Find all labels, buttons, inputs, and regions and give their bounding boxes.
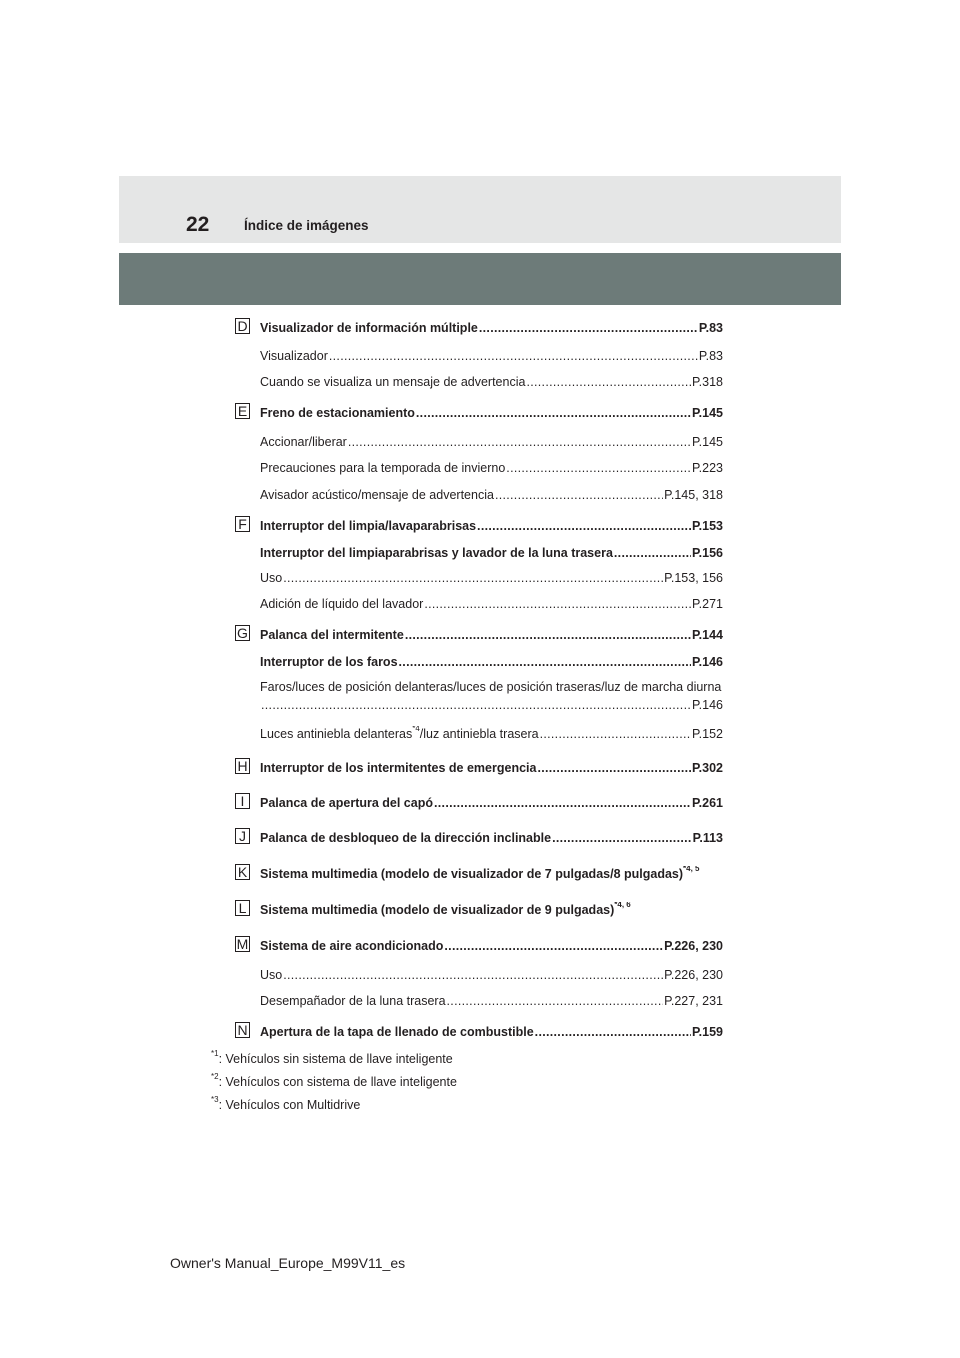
section-banner <box>119 253 841 305</box>
leader-dots <box>399 654 691 670</box>
entry-label: Palanca del intermitente <box>260 628 404 642</box>
entry-text <box>260 866 700 882</box>
entry-label: Palanca de apertura del capó <box>260 796 433 810</box>
entry-label: Adición de líquido del lavador <box>260 597 424 611</box>
entry-label: Interruptor de los intermitentes de emergencia <box>260 761 537 775</box>
leader-dots <box>434 795 691 811</box>
entry-text <box>260 374 525 390</box>
page-reference: P.113 <box>692 831 723 845</box>
section-letter-i: I <box>235 793 250 809</box>
footnote-mark: *1 <box>211 1048 219 1058</box>
leader-dots <box>537 760 690 776</box>
section-letter-k: K <box>235 864 250 880</box>
entry-label: Sistema multimedia (modelo de visualizador de 7 pulgadas/8 pulgadas) <box>260 867 684 881</box>
page-reference: P.83 <box>698 321 723 335</box>
entry-text <box>260 902 631 918</box>
page-reference: P.318 <box>691 375 723 389</box>
index-heading <box>260 518 723 534</box>
page-reference: P.153, 156 <box>664 571 723 585</box>
leader-dots <box>495 487 663 503</box>
page-reference: P.271 <box>691 597 723 611</box>
section-letter-f: F <box>235 516 250 532</box>
entry-text <box>260 596 423 612</box>
section-letter-h: H <box>235 758 250 774</box>
leader-dots <box>416 405 691 421</box>
index-entry <box>260 967 723 983</box>
section-title: Índice de imágenes <box>244 218 369 233</box>
leader-dots <box>526 374 690 390</box>
section-letter-l: L <box>235 900 250 916</box>
entry-label: Uso <box>260 968 283 982</box>
leader-dots <box>283 570 663 586</box>
index-heading <box>260 866 723 882</box>
entry-label: Palanca de desbloqueo de la dirección inclinable <box>260 831 552 845</box>
index-heading <box>260 902 723 918</box>
page-reference: P.145 <box>691 435 723 449</box>
entry-text <box>260 460 505 476</box>
footnote-mark: *2 <box>211 1071 219 1081</box>
entry-label: Sistema de aire acondicionado <box>260 939 444 953</box>
section-letter-m: M <box>236 936 249 952</box>
entry-label-cont: /luz antiniebla trasera <box>419 727 539 741</box>
leader-dots <box>329 348 698 364</box>
leader-dots <box>535 1024 691 1040</box>
entry-label: Avisador acústico/mensaje de advertencia <box>260 488 494 502</box>
index-heading <box>260 795 723 811</box>
entry-label: Precauciones para la temporada de invierno <box>260 461 506 475</box>
entry-label: Sistema multimedia (modelo de visualizador de 9 pulgadas) <box>260 903 615 917</box>
entry-text <box>260 1024 534 1040</box>
index-heading <box>260 830 723 846</box>
entry-label: Interruptor del limpiaparabrisas y lavador de la luna trasera <box>260 546 613 560</box>
index-entry <box>260 460 723 476</box>
index-heading <box>260 654 723 670</box>
page-reference: P.146 <box>691 655 723 669</box>
entry-label: Uso <box>260 571 283 585</box>
section-letter-j: J <box>235 828 250 844</box>
section-letter-e: E <box>235 403 250 419</box>
index-heading <box>260 938 723 954</box>
leader-dots <box>614 545 691 561</box>
entry-text: Faros/luces de posición delanteras/luces de posición traseras/luz de marcha diurna <box>260 680 722 694</box>
entry-text <box>260 434 347 450</box>
footnote-text: : Vehículos con Multidrive <box>218 1098 361 1112</box>
page-reference: P.83 <box>698 349 723 363</box>
page-reference: P.223 <box>691 461 723 475</box>
index-entry <box>260 374 723 390</box>
index-heading <box>260 627 723 643</box>
index-heading <box>260 760 723 776</box>
leader-dots <box>479 320 698 336</box>
entry-text <box>260 545 613 561</box>
section-letter-d: D <box>235 318 250 334</box>
page-reference: P.226, 230 <box>664 939 723 953</box>
page-number: 22 <box>186 213 210 236</box>
index-heading <box>260 1024 723 1040</box>
entry-text <box>260 654 398 670</box>
leader-dots <box>424 596 691 612</box>
page-reference: P.156 <box>691 546 723 560</box>
page-reference: P.145 <box>691 406 723 420</box>
index-heading <box>260 320 723 336</box>
leader-dots <box>348 434 691 450</box>
index-entry <box>260 570 723 586</box>
index-entry <box>260 596 723 612</box>
entry-text <box>260 627 404 643</box>
index-entry <box>260 487 723 503</box>
entry-label: Luces antiniebla delanteras <box>260 727 413 741</box>
footnote-ref: *4, 5 <box>683 866 700 873</box>
entry-text <box>260 405 415 421</box>
page-reference: P.261 <box>691 796 723 810</box>
entry-label: Visualizador <box>260 349 328 363</box>
index-entry <box>260 697 723 713</box>
entry-label: Accionar/liberar <box>260 435 347 449</box>
footnote <box>211 1071 457 1090</box>
page-reference: P.226, 230 <box>664 968 723 982</box>
index-entry <box>260 726 723 742</box>
footnote-ref: *4 <box>412 726 420 733</box>
entry-text <box>260 938 443 954</box>
index-heading <box>260 405 723 421</box>
leader-dots <box>477 518 691 534</box>
page-reference: P.152 <box>691 727 723 741</box>
page-reference: P.145, 318 <box>664 488 723 502</box>
footnote-mark: *3 <box>211 1094 219 1104</box>
leader-dots <box>261 697 691 713</box>
index-entry <box>260 993 723 1009</box>
entry-text <box>260 993 446 1009</box>
entry-text <box>260 518 476 534</box>
index-heading <box>260 545 723 561</box>
leader-dots <box>283 967 663 983</box>
entry-text <box>260 795 433 811</box>
entry-label: Apertura de la tapa de llenado de combustible <box>260 1025 534 1039</box>
entry-label: Desempañador de la luna trasera <box>260 994 446 1008</box>
entry-text <box>260 348 328 364</box>
section-letter-g: G <box>235 625 250 641</box>
entry-text <box>260 570 282 586</box>
entry-label: Freno de estacionamiento <box>260 406 415 420</box>
page-reference: P.153 <box>691 519 723 533</box>
footnote-text: : Vehículos con sistema de llave inteligente <box>218 1075 457 1089</box>
page-reference: P.159 <box>691 1025 723 1039</box>
leader-dots <box>444 938 663 954</box>
footnote <box>211 1048 453 1067</box>
page-reference: P.146 <box>691 698 723 712</box>
page-reference: P.302 <box>691 761 723 775</box>
leader-dots <box>552 830 692 846</box>
index-entry <box>260 434 723 450</box>
entry-text <box>260 320 478 336</box>
section-letter-n: N <box>235 1022 250 1038</box>
entry-text <box>260 487 494 503</box>
entry-label: Visualizador de información múltiple <box>260 321 478 335</box>
leader-dots <box>405 627 691 643</box>
entry-label: Interruptor del limpia/lavaparabrisas <box>260 519 477 533</box>
footnote <box>211 1094 361 1113</box>
index-entry <box>260 348 723 364</box>
page-reference: P.227, 231 <box>664 994 723 1008</box>
page-reference: P.144 <box>691 628 723 642</box>
entry-text <box>260 967 282 983</box>
entry-text <box>260 830 551 846</box>
entry-label: Cuando se visualiza un mensaje de advertencia <box>260 375 526 389</box>
footnote-ref: *4, 6 <box>614 902 631 909</box>
leader-dots <box>540 726 691 742</box>
header-band <box>119 176 841 243</box>
entry-text <box>260 760 536 776</box>
footnote-text: : Vehículos sin sistema de llave inteligente <box>218 1052 453 1066</box>
footer-text: Owner's Manual_Europe_M99V11_es <box>170 1255 406 1271</box>
leader-dots <box>447 993 664 1009</box>
entry-label: Interruptor de los faros <box>260 655 398 669</box>
leader-dots <box>506 460 691 476</box>
entry-text <box>260 726 539 742</box>
